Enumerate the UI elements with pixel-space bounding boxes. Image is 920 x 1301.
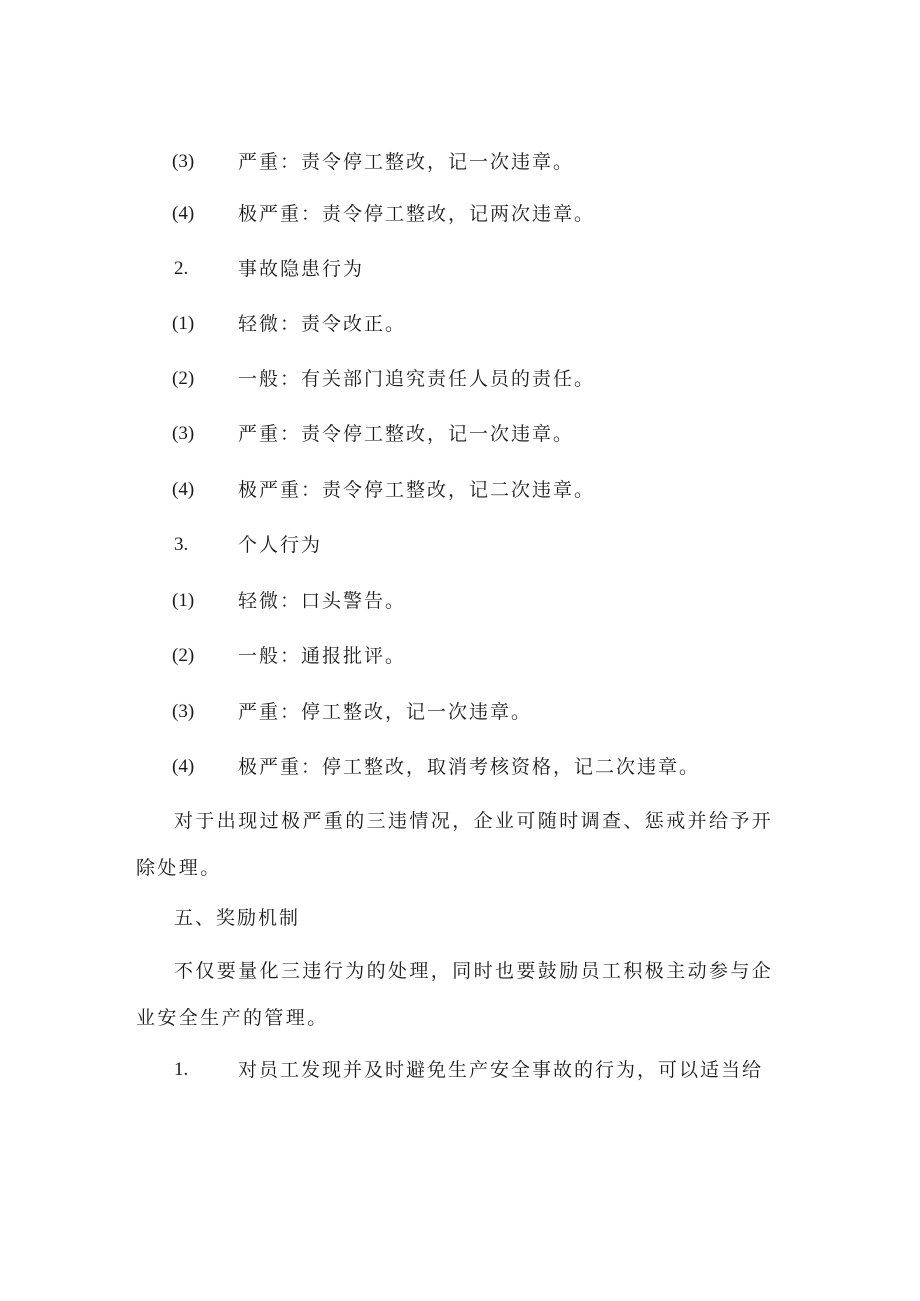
- item-number: (3): [172, 423, 195, 444]
- item-number: (4): [172, 756, 195, 777]
- section-heading: 五、奖励机制: [174, 907, 301, 929]
- body-paragraph: 不仅要量化三违行为的处理，同时也要鼓励员工积极主动参与企业安全生产的管理。: [136, 960, 774, 1029]
- item-text: 轻微：口头警告。: [238, 590, 407, 612]
- item-text: 严重：停工整改，记一次违章。: [238, 701, 533, 723]
- item-text: 严重：责令停工整改，记一次违章。: [238, 151, 575, 173]
- item-number: (2): [172, 645, 195, 666]
- item-number: (4): [172, 479, 195, 500]
- body-paragraph: 对于出现过极严重的三违情况，企业可随时调查、惩戒并给予开除处理。: [136, 810, 774, 879]
- item-number: (1): [172, 590, 195, 611]
- item-text: 严重：责令停工整改，记一次违章。: [238, 423, 575, 445]
- item-number: (4): [172, 203, 195, 224]
- item-text: 一般：有关部门追究责任人员的责任。: [238, 368, 596, 390]
- item-text: 个人行为: [238, 534, 323, 556]
- item-number: 1.: [174, 1059, 189, 1080]
- item-number: 2.: [174, 258, 189, 279]
- item-number: (3): [172, 701, 195, 722]
- item-text: 一般：通报批评。: [238, 645, 407, 667]
- item-text: 极严重：责令停工整改，记两次违章。: [238, 203, 596, 225]
- item-text: 事故隐患行为: [238, 258, 365, 280]
- item-number: 3.: [174, 534, 189, 555]
- item-text: 极严重：停工整改，取消考核资格，记二次违章。: [238, 756, 701, 778]
- item-text: 轻微：责令改正。: [238, 313, 407, 335]
- item-number: (2): [172, 368, 195, 389]
- item-text: 对员工发现并及时避免生产安全事故的行为，可以适当给: [238, 1059, 764, 1081]
- item-number: (1): [172, 313, 195, 334]
- item-text: 极严重：责令停工整改，记二次违章。: [238, 479, 596, 501]
- item-number: (3): [172, 151, 195, 172]
